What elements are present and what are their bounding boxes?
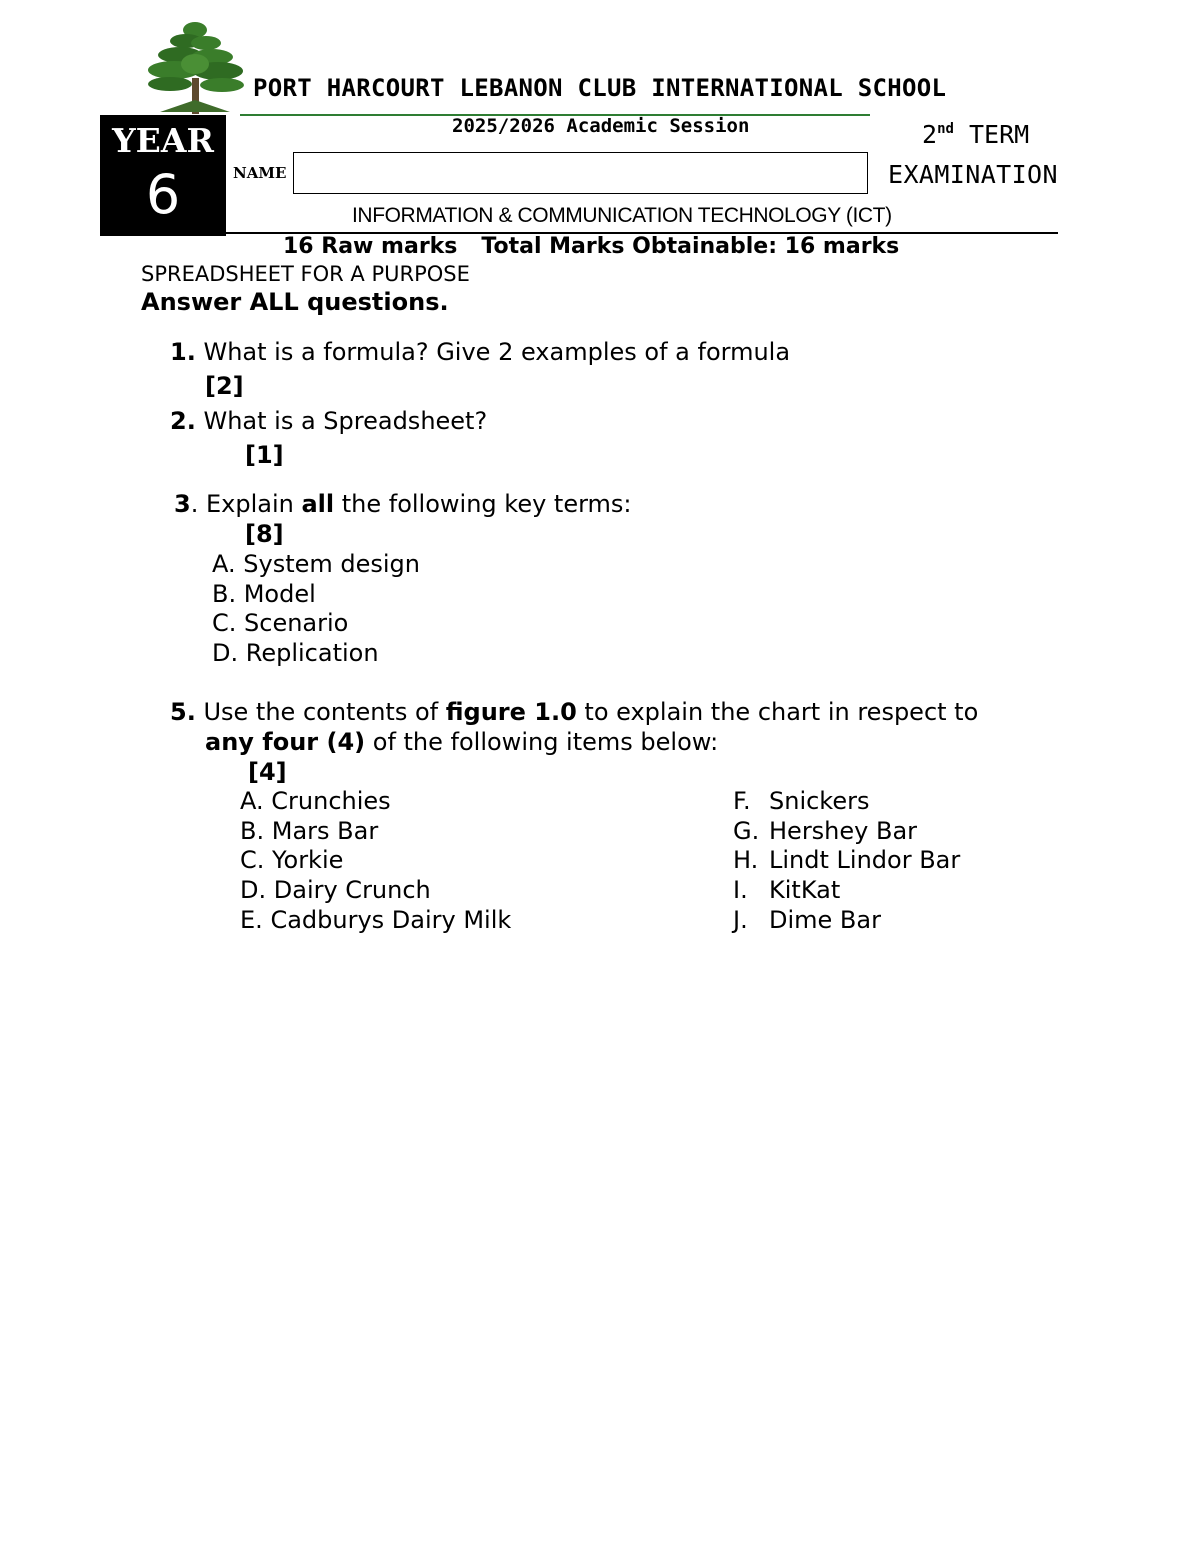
instruction: Answer ALL questions. [141,288,449,316]
term-label [922,120,1029,149]
list-item [240,876,431,904]
question-5-marks: [4] [248,758,287,786]
item-text: Mars Bar [271,817,379,845]
marks-line [283,234,899,259]
item-text: Crunchies [271,787,391,815]
list-item: A. System design [212,550,420,578]
item-text: Snickers [769,787,870,815]
item-letter: I. [733,876,748,904]
exam-label: EXAMINATION [888,160,1058,189]
list-item [733,817,917,845]
school-name: PORT HARCOURT LEBANON CLUB INTERNATIONAL SCHOOL [253,74,947,102]
item-letter: H. [733,846,759,874]
question-text: Use the contents of [203,698,446,726]
item-letter: E. [240,906,263,934]
question-text: the following key terms: [334,490,632,518]
question-emphasis: figure 1.0 [445,698,577,726]
item-letter: A. [240,787,264,815]
list-item: B. Model [212,580,316,608]
question-number: 3 [174,490,191,518]
raw-marks: 16 Raw marks [283,234,458,259]
item-text: Hershey Bar [769,817,918,845]
item-letter: B. [240,817,265,845]
year-label: YEAR [112,121,214,160]
item-text: Yorkie [272,846,344,874]
list-item [733,906,881,934]
list-item: D. Replication [212,639,379,667]
question-3 [174,490,632,518]
question-text: of the following items below: [365,728,719,756]
question-number: 5. [170,698,196,726]
topic-title: SPREADSHEET FOR A PURPOSE [141,262,470,286]
question-emphasis: any four (4) [205,728,366,756]
question-5-line-2 [205,728,718,756]
list-item [240,906,511,934]
list-item [240,817,378,845]
list-item [733,846,960,874]
year-badge [100,115,226,236]
question-text: What is a Spreadsheet? [203,407,488,435]
subject-title: INFORMATION & COMMUNICATION TECHNOLOGY (ICT) [352,204,892,227]
question-number: 1. [170,338,196,366]
item-text: Lindt Lindor Bar [769,846,961,874]
question-2 [170,407,487,435]
question-number: 2. [170,407,196,435]
item-letter: F. [733,787,751,815]
name-field[interactable] [293,152,868,194]
list-item [240,846,343,874]
cedar-tree-logo [140,16,250,116]
list-item [733,787,870,815]
total-marks: Total Marks Obtainable: 16 marks [481,234,900,259]
item-text: KitKat [769,876,841,904]
academic-session: 2025/2026 Academic Session [452,115,750,137]
year-number: 6 [145,163,181,226]
question-2-marks: [1] [245,441,284,469]
term-ordinal: nd [937,121,954,137]
question-1 [170,338,790,366]
item-letter: J. [733,906,748,934]
question-text: to explain the chart in respect to [576,698,979,726]
list-item [240,787,391,815]
list-item [733,876,840,904]
question-text: What is a formula? Give 2 examples of a formula [203,338,791,366]
question-5 [170,698,978,726]
item-letter: G. [733,817,760,845]
question-emphasis: all [301,490,335,518]
item-letter: D. [240,876,267,904]
item-text: Cadburys Dairy Milk [270,906,512,934]
item-text: Dime Bar [769,906,881,934]
item-letter: C. [240,846,265,874]
name-label: NAME [233,164,287,182]
term-word: TERM [968,120,1030,149]
item-text: Dairy Crunch [273,876,431,904]
term-number: 2 [922,120,938,149]
question-1-marks: [2] [205,372,244,400]
question-text: . Explain [190,490,302,518]
list-item: C. Scenario [212,609,349,637]
question-3-marks: [8] [245,520,284,548]
